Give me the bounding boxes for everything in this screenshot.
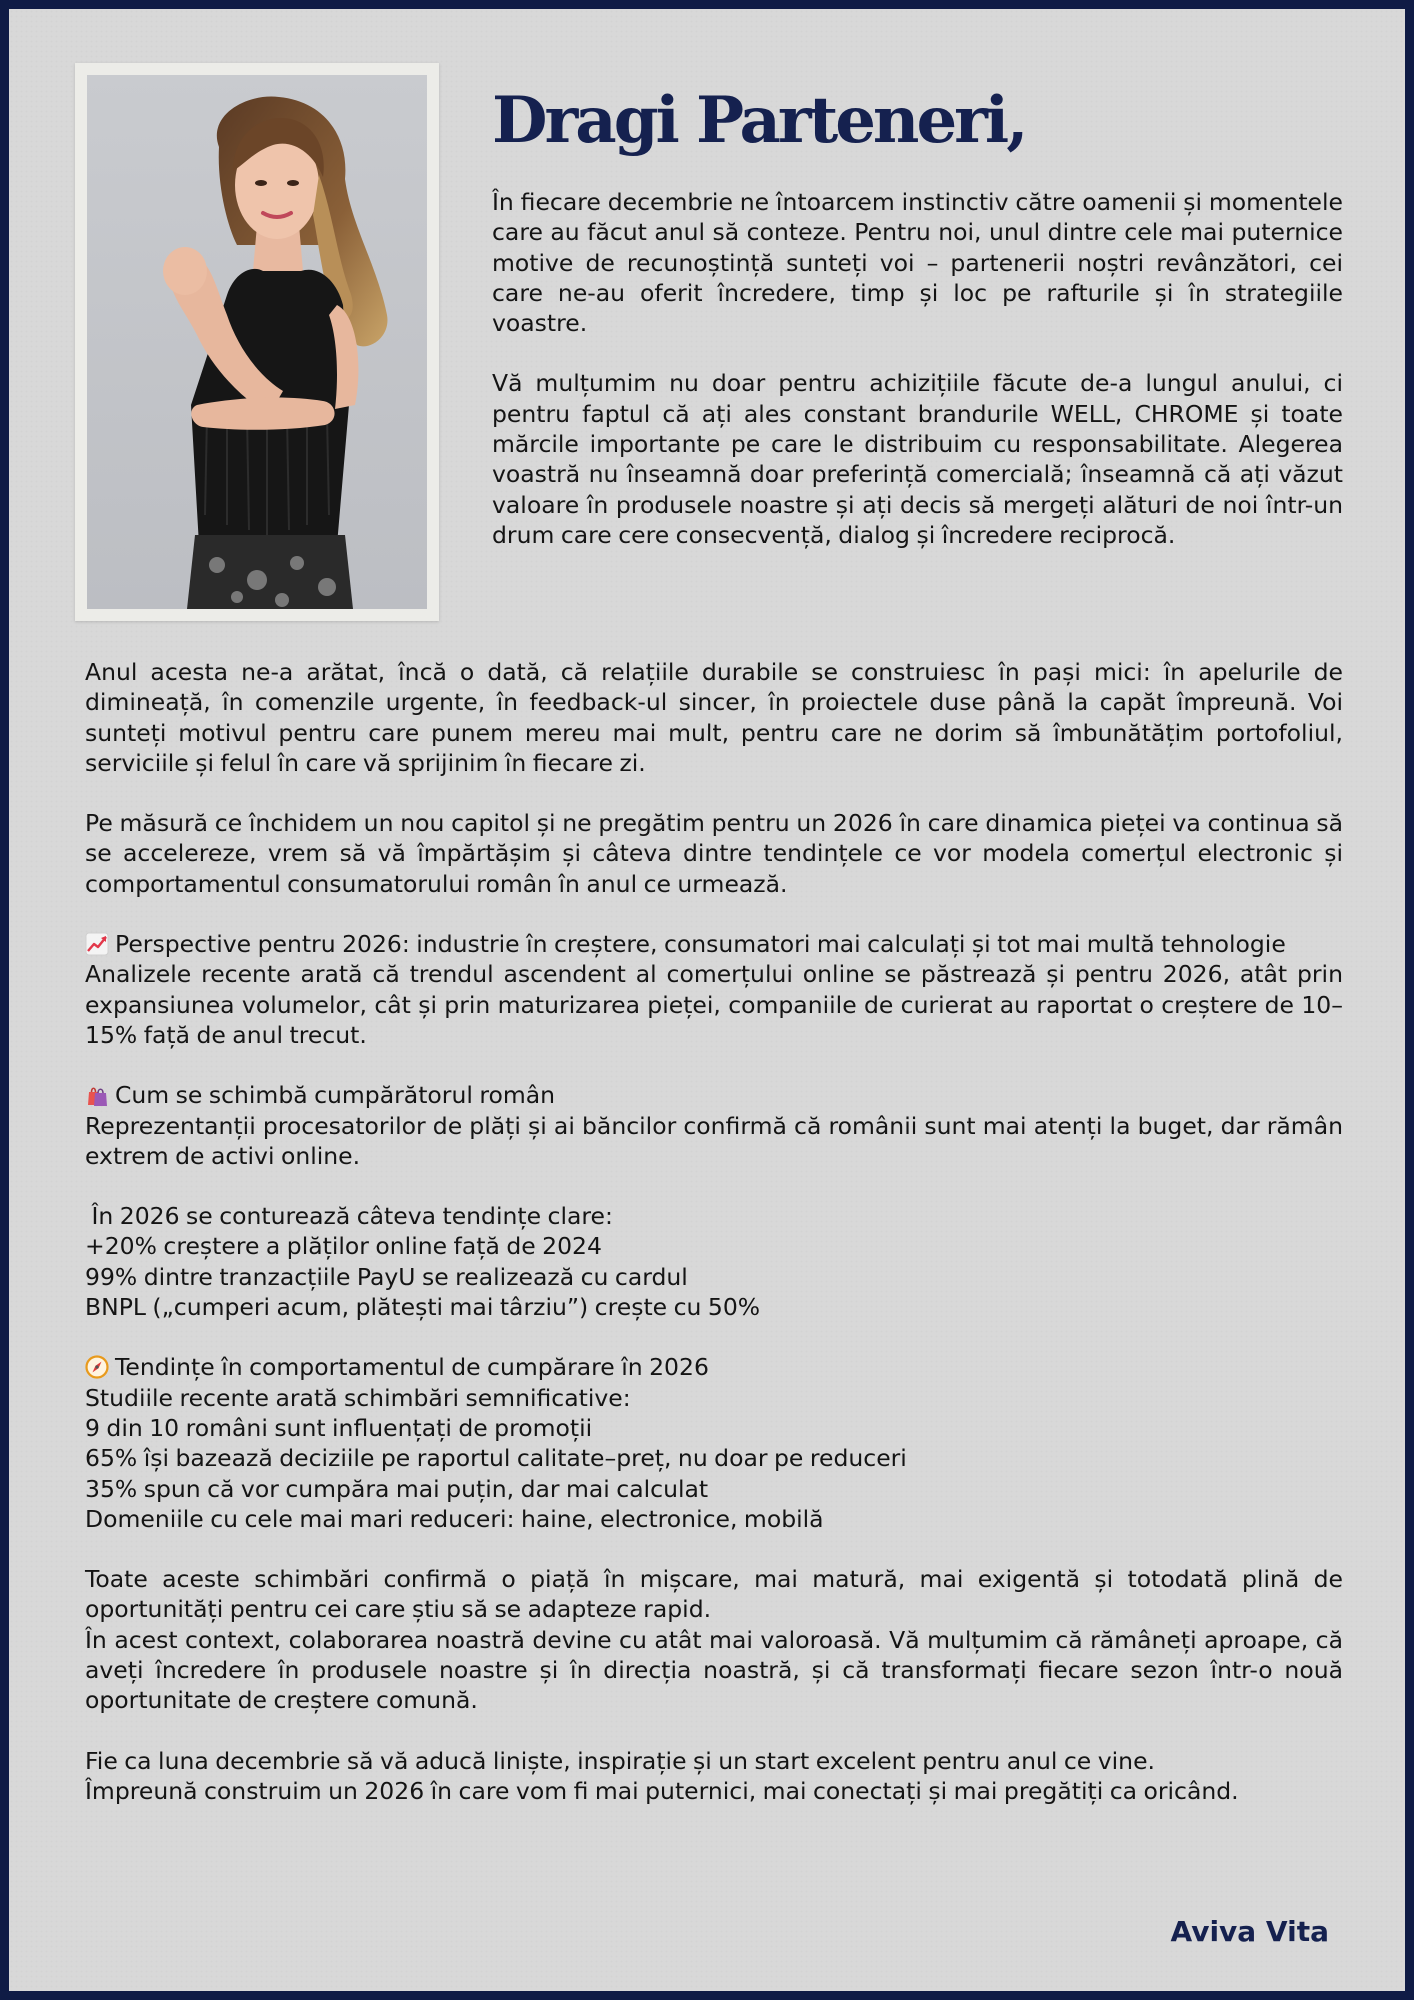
portrait-illustration: [87, 75, 427, 609]
body-paragraph-relations: Anul acesta ne-a arătat, încă o dată, că relațiile durabile se construiesc în pași mici: în apelurile de dimineață, în comenzile urgente, în feedback-ul sincer, în proiectele duse până la capăt împreună. Voi sunteți motivul pentru care punem mereu mai mult, pentru care ne dorim să îmbunătățim portofoliul, serviciile și felul în care vă sprijinim în fiecare zi.: [85, 658, 1343, 777]
intro-section: [492, 187, 1343, 550]
body-paragraph-wishes: Fie ca luna decembrie să vă aducă liniște, inspirație și un start excelent pentru anul ce vine. Împreună construim un 2026 în care vom fi mai puternici, mai conectați și mai pregătiți ca oricând.: [85, 1746, 1239, 1805]
intro-paragraph-1: În fiecare decembrie ne întoarcem instinctiv către oamenii și momentele care au făcut anul să conteze. Pentru noi, unul dintre cele mai puternice motive de recunoștință sunteți voi – partenerii noștri revânzători, cei care ne-au oferit încredere, timp și loc pe rafturile și în strategiile voastre.: [492, 188, 1343, 338]
compass-icon: [85, 1355, 109, 1379]
trends-intro: În 2026 se conturează câteva tendințe clare:: [85, 1202, 613, 1231]
section-heading-text: Cum se schimbă cumpărătorul român: [115, 1081, 556, 1110]
photo-frame: [75, 63, 439, 621]
shopping-bags-icon: [85, 1083, 109, 1107]
list-item: 35% spun că vor cumpăra mai puțin, dar mai calculat: [85, 1474, 709, 1503]
list-item: 65% își bazează deciziile pe raportul calitate–preț, nu doar pe reduceri: [85, 1444, 907, 1473]
list-item: +20% creștere a plăților online față de 2024: [85, 1232, 602, 1261]
list-item: 9 din 10 români sunt influențați de promoții: [85, 1413, 593, 1442]
letter-page: [9, 9, 1405, 1991]
section-heading-behaviour: [85, 1352, 1343, 1382]
portrait-photo: [87, 75, 427, 609]
body-paragraph-market: Toate aceste schimbări confirmă o piață în mișcare, mai matură, mai exigentă și totodată plină de oportunități pentru cei care știu să se adapteze rapid.: [85, 1565, 1343, 1624]
list-item: Domeniile cu cele mai mari reduceri: haine, electronice, mobilă: [85, 1504, 824, 1533]
section-heading-buyer: [85, 1080, 1343, 1110]
behaviour-intro: Studiile recente arată schimbări semnificative:: [85, 1383, 631, 1412]
section-heading-text: Perspective pentru 2026: industrie în creștere, consumatori mai calculați și tot mai multă tehnologie: [115, 930, 1286, 959]
signature: Aviva Vita: [1170, 1915, 1329, 1948]
list-item: 99% dintre tranzacțiile PayU se realizează cu cardul: [85, 1262, 688, 1291]
list-item: BNPL („cumperi acum, plătești mai târziu”) crește cu 50%: [85, 1293, 761, 1322]
section-text-buyer: Reprezentanții procesatorilor de plăți și ai băncilor confirmă că românii sunt mai atenți la buget, dar rămân extrem de activi online.: [85, 1111, 1343, 1170]
letter-title: Dragi Parteneri,: [492, 83, 1026, 158]
chart-increasing-icon: [85, 932, 109, 956]
section-heading-text: Tendințe în comportamentul de cumpărare în 2026: [115, 1353, 709, 1382]
letter-body: [85, 657, 1343, 1806]
section-text-perspectives: Analizele recente arată că trendul ascendent al comerțului online se păstrează și pentru 2026, atât prin expansiunea volumelor, cât și prin maturizarea pieței, companiile de curierat au raportat o creștere de 10–15% față de anul trecut.: [85, 960, 1343, 1049]
section-heading-perspectives: [85, 929, 1343, 959]
body-paragraph-chapter: Pe măsură ce închidem un nou capitol și ne pregătim pentru un 2026 în care dinamica pieței va continua să se accelereze, vrem să vă împărtășim și câteva dintre tendințele ce vor modela comerțul electronic și comportamentul consumatorului român în anul ce urmează.: [85, 809, 1343, 898]
body-paragraph-collaboration: În acest context, colaborarea noastră devine cu atât mai valoroasă. Vă mulțumim că rămâneți aproape, că aveți încredere în produsele noastre și în direcția noastră, și că transformați fiecare sezon într-o nouă oportunitate de creștere comună.: [85, 1625, 1343, 1715]
intro-paragraph-2: Vă mulțumim nu doar pentru achizițiile făcute de-a lungul anului, ci pentru faptul că ați ales constant brandurile WELL, CHROME și toate mărcile importante pe care le distribuim cu responsabilitate. Alegerea voastră nu înseamnă doar preferință comercială; înseamnă că ați văzut valoare în produsele noastre și ați decis să mergeți alături de noi într-un drum care cere consecvență, dialog și încredere reciprocă.: [492, 369, 1343, 549]
